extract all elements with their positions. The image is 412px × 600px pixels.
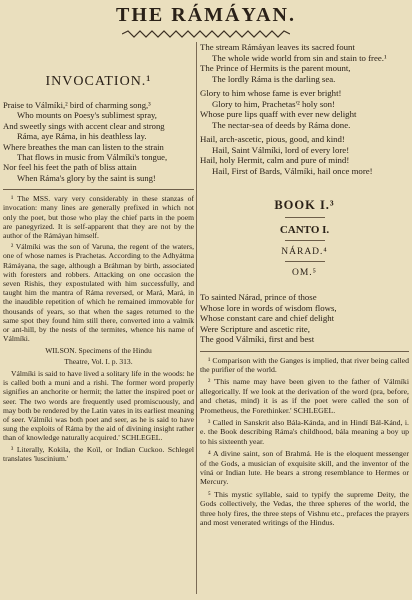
canto-heading: CANTO I. <box>279 224 330 236</box>
poem-line: Glory to him, Prachetas'² holy son! <box>212 98 335 109</box>
footnote: ¹ Comparison with the Ganges is implied, that river being called the purifier of the world. <box>200 355 409 374</box>
footnote: ² 'This name may have been given to the father of Válmíki allegorically. If we look at the derivation of the word (pra, before, and chetas, mind) it is as if the poet were called the son of Prometheus, the Forethinker.' SCHLEGEL. <box>200 377 409 415</box>
poem-line: Nor feel his feet the path of bliss attain <box>3 162 137 173</box>
poem-line: Hail, First of Bards, Válmíki, hail once more! <box>212 165 373 176</box>
footnote: ⁴ A divine saint, son of Brahmá. He is the eloquent messenger of the Gods, a musician of exquisite skill, and the inventor of the víná or Indian lute. He bears a strong resemblance to Hermes or Mercury. <box>200 449 409 487</box>
poem-line: The whole wide world from sin and stain to free.¹ <box>212 52 387 63</box>
poem-line: To sainted Nárad, prince of those <box>200 292 317 302</box>
page-title: THE RÁMÁYAN. <box>116 4 296 26</box>
poem-line: Praise to Válmíki,² bird of charming song,³ <box>3 100 151 110</box>
footnote: ³ Called in Sanskrit also Bála-Kánda, and in Hindí Bál-Kánd, i. e. the Book describing Ráma's childhood, bála meaning a boy up to his sixteenth year. <box>200 417 409 446</box>
footnote-rule <box>3 189 194 190</box>
poem-line: The lordly Ráma is the darling sea. <box>212 73 336 84</box>
title-ornament <box>122 30 290 38</box>
om-heading: OM.⁵ <box>292 268 317 278</box>
section-heading: NÁRAD.⁴ <box>281 247 328 257</box>
invocation-continued <box>200 42 409 176</box>
footnote: Válmíki is said to have lived a solitary life in the woods: he is called both a muni and a rishi. The former word properly signifies an anchorite or hermit; the latter the inspired poet or seer. The two words are frequently used promiscuously, and may both be rendered by the Latin vates in its earliest meaning of seer. Válmíki was both poet and seer, as he is said to have sung the exploits of Ráma by the aid of divining insight rather than of knowledge naturally acquired.' SCHLEGEL. <box>3 368 194 443</box>
footnote: ¹ The MSS. vary very considerably in these stanzas of invocation: many lines are generally prefixed in which not only the poet, but those who play the chief parts in the poem are panegyrized. It is self-apparent that they are not by the author of the Rámáyan himself. <box>3 194 194 241</box>
footnote: ³ Literally, Kokila, the Koïl, or Indian Cuckoo. Schlegel translates 'luscinium.' <box>3 444 194 463</box>
citation-name: WILSON. Specimens of the Hindu <box>45 345 152 355</box>
poem-line: When Ráma's glory by the saint is sung! <box>17 172 156 183</box>
poem-line: Glory to him whose fame is ever bright! <box>200 88 342 98</box>
poem-line: Hail, arch-ascetic, pious, good, and kind! <box>200 134 345 144</box>
left-footnotes <box>3 194 194 463</box>
poem-line: Where breathes the man can listen to the strain <box>3 141 164 152</box>
footnote: ⁵ This mystic syllable, said to typify the supreme Deity, the Gods collectively, the Vedas, the three spheres of the world, the three holy fires, the three steps of Vishnu etc., prefaces the prayers and most venerated writings of the Hindus. <box>200 489 409 527</box>
poem-line: Hail, holy Hermit, calm and pure of mind! <box>200 155 350 165</box>
poem-line: Whose constant care and chief delight <box>200 313 335 323</box>
poem-line: And sweetly sings with accent clear and strong <box>3 120 165 131</box>
poem-line: The stream Rámáyan leaves its sacred fount <box>200 42 355 52</box>
citation-work: Theatre, Vol. I. p. 313. <box>64 356 133 366</box>
footnote-rule <box>200 351 409 352</box>
poem-line: Hail, Saint Válmíki, lord of every lore! <box>212 144 350 155</box>
column-divider <box>196 42 197 594</box>
heading-rule <box>285 240 325 241</box>
invocation-poem <box>3 100 194 183</box>
poem-line: Whose lore in words of wisdom flows, <box>200 302 337 313</box>
footnote: ² Válmíki was the son of Varuna, the regent of the waters, one of whose names is Prachetas. According to the Adhyátma Rámáyana, the sage, although a Bráhman by birth, associated with foresters and robbers. Attacking on one occasion the seven Rishis, they expostulated with him successfully, and taught him the mantra of Ráma reversed, or Mará, Mará, in the inaudible repetition of which he remained immovable for thousands of years, so that when the sages returned to the same spot they found him still there, converted into a valmík or ant-hill, by the nests of the termites, whence his name of Válmíki. <box>3 242 194 344</box>
poem-line: The good Válmíki, first and best <box>200 334 315 344</box>
book-heading: BOOK I.³ <box>274 198 335 212</box>
poem-line: Who mounts on Poesy's sublimest spray, <box>17 110 157 121</box>
invocation-heading: INVOCATION.¹ <box>45 74 152 89</box>
canto-poem <box>200 292 409 345</box>
poem-line: Whose pure lips quaff with ever new delight <box>200 109 357 119</box>
poem-line: The nectar-sea of deeds by Ráma done. <box>212 119 351 130</box>
poem-line: Were Scripture and ascetic rite, <box>200 323 310 334</box>
poem-line: The Prince of Hermits is the parent mount, <box>200 63 351 73</box>
left-column <box>3 42 194 594</box>
heading-rule <box>285 217 325 218</box>
right-column <box>200 42 409 594</box>
poem-line: Ráma, aye Ráma, in his deathless lay. <box>17 131 147 142</box>
heading-rule <box>285 261 325 262</box>
right-footnotes <box>200 356 409 528</box>
poem-line: That flows in music from Válmíki's tongue, <box>17 152 168 163</box>
